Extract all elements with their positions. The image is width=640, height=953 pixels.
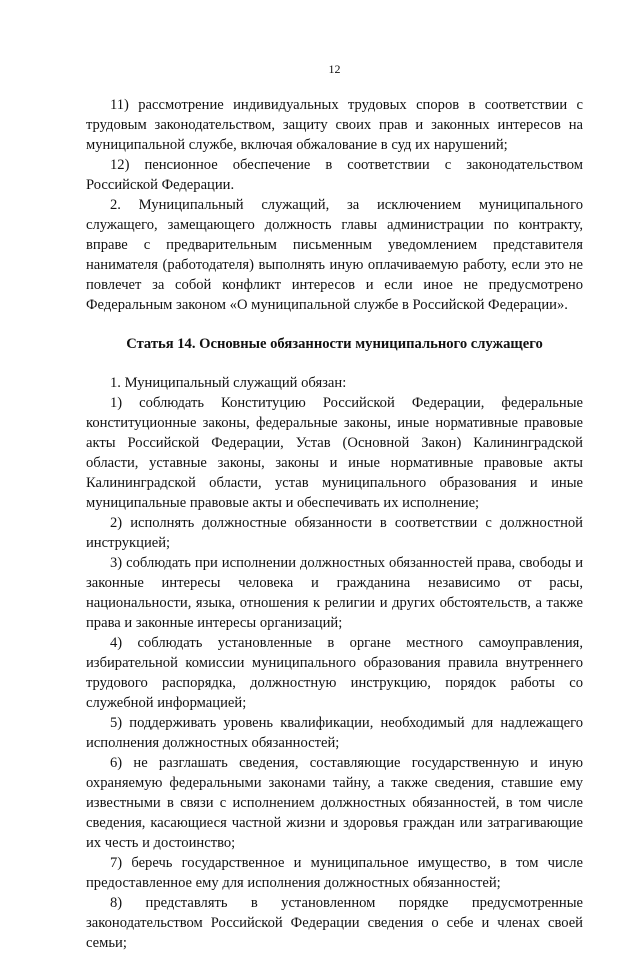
paragraph-part-1-intro: 1. Муниципальный служащий обязан: xyxy=(110,375,347,391)
paragraph-duty-6: 6) не разглашать сведения, составляющие государственную и иную охраняемую федеральными законами тайну, а также сведения, ставшие ему известными в связи с исполнением должностных обязанностей, в том числе сведения, касающиеся частной жизни и здоровья граждан или затрагивающие их честь и достоинство; xyxy=(86,755,583,851)
paragraph-duty-1: 1) соблюдать Конституцию Российской Федерации, федеральные конституционные законы, федеральные законы, иные нормативные правовые акты Российской Федерации, Устав (Основной Закон) Калининградской области, уставные законы, законы и иные нормативные правовые акты Калининградской области, устав муниципального образования и иные муниципальные правовые акты и обеспечивать их исполнение; xyxy=(86,395,583,511)
paragraph-duty-3: 3) соблюдать при исполнении должностных обязанностей права, свободы и законные интересы человека и гражданина независимо от расы, национальности, языка, отношения к религии и других обстоятельств, а также права и законные интересы организаций; xyxy=(86,555,583,631)
paragraph-duty-8: 8) представлять в установленном порядке предусмотренные законодательством Российской Федерации сведения о себе и членах своей семьи; xyxy=(86,895,583,951)
article-heading: Статья 14. Основные обязанности муниципального служащего xyxy=(126,336,543,352)
paragraph-item-11: 11) рассмотрение индивидуальных трудовых споров в соответствии с трудовым законодательством, защиту своих прав и законных интересов на муниципальной службе, включая обжалование в суд их нарушений; xyxy=(86,97,583,153)
paragraph-duty-7: 7) беречь государственное и муниципальное имущество, в том числе предоставленное ему для исполнения должностных обязанностей; xyxy=(86,855,583,891)
paragraph-item-12: 12) пенсионное обеспечение в соответствии с законодательством Российской Федерации. xyxy=(86,157,583,193)
paragraph-duty-5: 5) поддерживать уровень квалификации, необходимый для надлежащего исполнения должностных обязанностей; xyxy=(86,715,583,751)
paragraph-duty-4: 4) соблюдать установленные в органе местного самоуправления, избирательной комиссии муниципального образования правила внутреннего трудового распорядка, должностную инструкцию, порядок работы со служебной информацией; xyxy=(86,635,583,711)
document-body xyxy=(86,95,583,953)
paragraph-part-2: 2. Муниципальный служащий, за исключением муниципального служащего, замещающего должность главы администрации по контракту, вправе с предварительным письменным уведомлением представителя нанимателя (работодателя) выполнять иную оплачиваемую работу, если это не повлечет за собой конфликт интересов и если иное не предусмотрено Федеральным законом «О муниципальной службе в Российской Федерации». xyxy=(86,197,583,313)
paragraph-duty-2: 2) исполнять должностные обязанности в соответствии с должностной инструкцией; xyxy=(86,515,583,551)
page-number: 12 xyxy=(328,62,341,76)
